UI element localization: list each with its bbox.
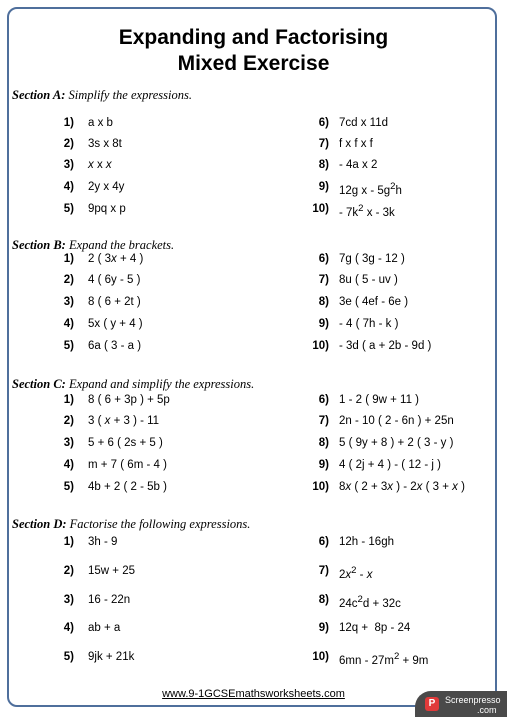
question-expression: - 4 ( 7h - k )	[339, 318, 399, 330]
question-number: 9)	[318, 318, 329, 330]
question-expression: 3h - 9	[88, 536, 118, 548]
question-expression: 5x ( y + 4 )	[88, 318, 143, 330]
title-line-1: Expanding and Factorising	[118, 26, 389, 49]
question-number: 7)	[318, 138, 329, 150]
question-expression: 4 ( 2j + 4 ) - ( 12 - j )	[339, 459, 441, 471]
question-number: 5)	[63, 651, 74, 663]
question-number: 3)	[63, 159, 74, 171]
section-label: Section A:	[12, 88, 66, 102]
question-expression: 15w + 25	[88, 565, 135, 577]
question-expression: 3 ( x + 3 ) - 11	[88, 415, 160, 427]
question-number: 6)	[318, 253, 329, 265]
question-expression: 6a ( 3 - a )	[88, 340, 142, 352]
question-number: 1)	[63, 394, 74, 406]
question-expression: 2y x 4y	[88, 181, 125, 193]
section-instruction: Expand the brackets.	[65, 238, 175, 252]
question-number: 1)	[63, 117, 74, 129]
question-expression: $2x^2$ - x	[339, 565, 373, 581]
question-number: 10)	[312, 340, 329, 352]
question-number: 6)	[318, 536, 329, 548]
question-number: 8)	[318, 594, 329, 606]
question-number: 8)	[318, 159, 329, 171]
question-number: 5)	[63, 340, 74, 352]
question-expression: f x f x f	[339, 138, 373, 150]
question-number: 3)	[63, 437, 74, 449]
question-expression: 3e ( 4ef - 6e )	[339, 296, 409, 308]
question-number: 8)	[318, 437, 329, 449]
footer-link[interactable]: www.9-1GCSEmathsworksheets.com	[162, 688, 345, 700]
question-expression: $24c^2d + 32c$	[339, 594, 401, 610]
screenpresso-badge	[415, 691, 507, 717]
question-expression: 8 ( 6 + 2t )	[88, 296, 141, 308]
section-instruction: Factorise the following expressions.	[66, 517, 251, 531]
question-expression: 12q + 8p - 24	[339, 622, 411, 634]
section-label: Section C:	[12, 377, 66, 391]
question-number: 2)	[63, 274, 74, 286]
question-number: 7)	[318, 274, 329, 286]
badge-text: Screenpresso	[445, 695, 501, 705]
question-expression: 8 ( 6 + 3p ) + 5p	[88, 394, 170, 406]
question-expression: 7cd x 11d	[339, 117, 389, 129]
question-number: 7)	[318, 415, 329, 427]
question-expression: - $7k^2$ x - 3k	[339, 203, 395, 219]
question-number: 4)	[63, 181, 74, 193]
question-expression: 7g ( 3g - 12 )	[339, 253, 405, 265]
question-number: 3)	[63, 594, 74, 606]
question-number: 10)	[312, 481, 329, 493]
question-expression: x x x	[88, 159, 112, 171]
question-number: 2)	[63, 138, 74, 150]
question-expression: 16 - 22n	[88, 594, 131, 606]
section-instruction: Expand and simplify the expressions.	[65, 377, 255, 391]
question-expression: m + 7 ( 6m - 4 )	[88, 459, 167, 471]
question-expression: 12g x - $5g^2h$	[339, 181, 402, 197]
question-number: 1)	[63, 536, 74, 548]
question-expression: 8x ( 2 + 3x ) - 2x ( 3 + x )	[339, 481, 465, 493]
screenpresso-logo-icon: P	[425, 697, 439, 711]
question-number: 4)	[63, 622, 74, 634]
question-expression: a x b	[88, 117, 113, 129]
question-expression: 5 ( 9y + 8 ) + 2 ( 3 - y )	[339, 437, 454, 449]
question-number: 8)	[318, 296, 329, 308]
question-expression: $6mn - 27m^2 + 9m$	[339, 651, 429, 667]
question-expression: 9jk + 21k	[88, 651, 135, 663]
question-expression: 4b + 2 ( 2 - 5b )	[88, 481, 167, 493]
question-expression: 9pq x p	[88, 203, 126, 215]
question-number: 1)	[63, 253, 74, 265]
section-heading	[12, 238, 174, 253]
section-heading	[12, 517, 250, 532]
question-expression: 2n - 10 ( 2 - 6n ) + 25n	[339, 415, 454, 427]
question-expression: 4 ( 6y - 5 )	[88, 274, 141, 286]
title-line-2: Mixed Exercise	[177, 52, 330, 75]
question-number: 10)	[312, 203, 329, 215]
question-expression: 12h - 16gh	[339, 536, 394, 548]
badge-domain: .com	[477, 705, 497, 715]
question-number: 5)	[63, 481, 74, 493]
question-number: 7)	[318, 565, 329, 577]
worksheet-frame	[7, 7, 497, 707]
question-expression: 2 ( 3x + 4 )	[88, 253, 144, 265]
question-number: 10)	[312, 651, 329, 663]
question-number: 3)	[63, 296, 74, 308]
question-expression: 5 + 6 ( 2s + 5 )	[88, 437, 163, 449]
question-number: 6)	[318, 117, 329, 129]
question-expression: 8u ( 5 - uv )	[339, 274, 398, 286]
question-number: 9)	[318, 622, 329, 634]
section-heading	[12, 88, 192, 103]
question-number: 2)	[63, 565, 74, 577]
section-label: Section B:	[12, 238, 66, 252]
question-number: 5)	[63, 203, 74, 215]
question-number: 2)	[63, 415, 74, 427]
question-number: 4)	[63, 459, 74, 471]
question-number: 4)	[63, 318, 74, 330]
section-instruction: Simplify the expressions.	[65, 88, 192, 102]
question-expression: 1 - 2 ( 9w + 11 )	[339, 394, 420, 406]
question-expression: - 3d ( a + 2b - 9d )	[339, 340, 432, 352]
question-number: 9)	[318, 459, 329, 471]
question-expression: ab + a	[88, 622, 121, 634]
question-number: 9)	[318, 181, 329, 193]
section-label: Section D:	[12, 517, 67, 531]
question-expression: - 4a x 2	[339, 159, 378, 171]
question-expression: 3s x 8t	[88, 138, 122, 150]
question-number: 6)	[318, 394, 329, 406]
section-heading	[12, 377, 254, 392]
